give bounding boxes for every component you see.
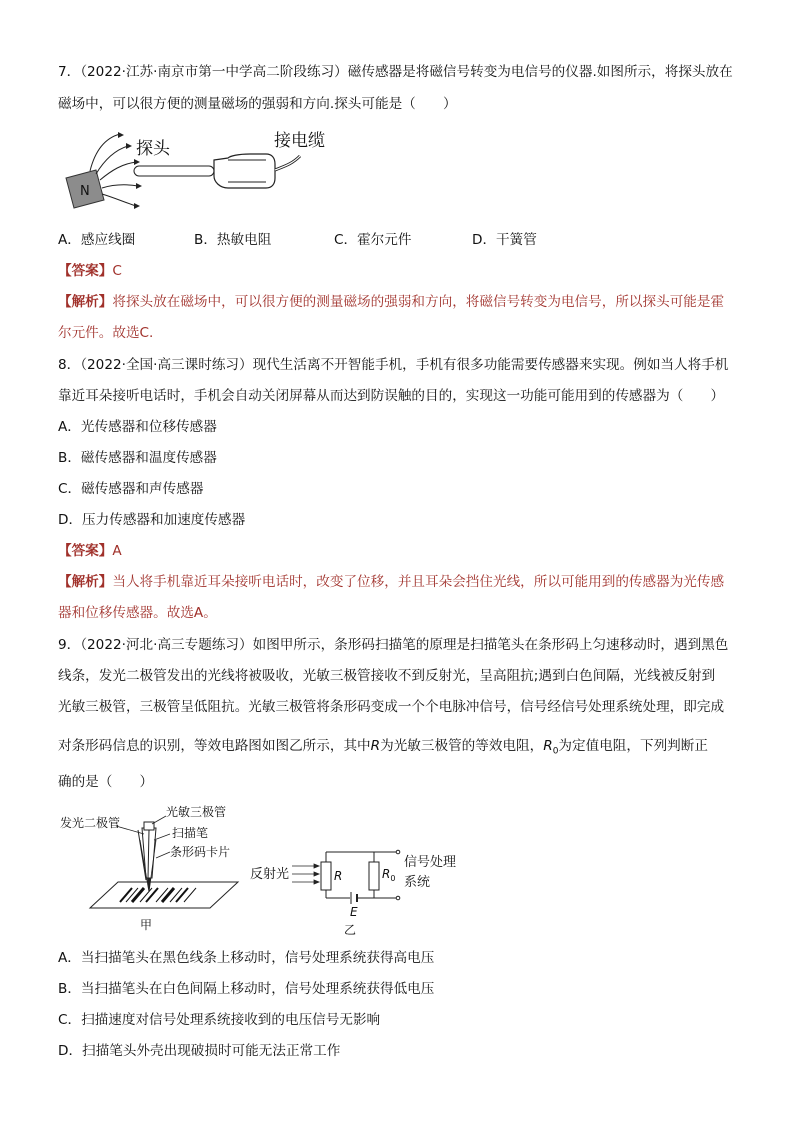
q9-option-a: A．当扫描笔头在黑色线条上移动时，信号处理系统获得高电压	[58, 950, 435, 966]
r-label: R	[334, 869, 343, 883]
q9-option-d: D．扫描笔头外壳出现破损时可能无法正常工作	[58, 1043, 341, 1059]
r0-label: $R_0$	[382, 867, 396, 883]
q7-stem-line1: 7．（2022·江苏·南京市第一中学高二阶段练习）磁传感器是将磁信号转变为电信号的仪器.如图所示，将探头放在	[58, 64, 733, 80]
led-label: 发光二极管	[60, 816, 121, 830]
resistor-r0	[369, 862, 379, 890]
pen-label: 扫描笔	[172, 826, 209, 840]
q7-option-d: D．干簧管	[472, 232, 537, 248]
signal-system-label1: 信号处理	[404, 855, 457, 870]
magnet-label: N	[80, 184, 90, 199]
q8-analysis-line2: 器和位移传感器。故选A。	[58, 605, 217, 621]
q8-option-c: C．磁传感器和声传感器	[58, 481, 204, 497]
q7-option-a: A．感应线圈	[58, 232, 136, 248]
signal-system-label2: 系统	[404, 875, 431, 890]
q8-option-d: D．压力传感器和加速度传感器	[58, 512, 246, 528]
q9-var-r: R	[370, 738, 381, 754]
q8-option-b: B．磁传感器和温度传感器	[58, 450, 217, 466]
q7-analysis-line2: 尔元件。故选C.	[58, 325, 154, 341]
q9-stem-line4	[58, 737, 708, 761]
probe-body	[214, 154, 275, 188]
q8-stem-line2: 靠近耳朵接听电话时，手机会自动关闭屏幕从而达到防误触的目的，实现这一功能可能用到的传感器为（ ）	[58, 388, 725, 404]
q9-option-b: B．当扫描笔头在白色间隔上移动时，信号处理系统获得低电压	[58, 981, 435, 997]
q9-var-r0-sub: 0	[552, 746, 559, 757]
e-label: E	[350, 905, 358, 919]
q7-option-c: C．霍尔元件	[334, 232, 412, 248]
q7-options	[58, 231, 537, 249]
resistor-r	[321, 862, 331, 890]
q7-figure-magnet-probe	[60, 126, 350, 212]
q9-stem-line5: 确的是（ ）	[58, 774, 154, 790]
analysis-tag: 【解析】	[58, 294, 113, 310]
figure-a-caption: 甲	[140, 918, 153, 932]
q9-stem-line4-post: 为定值电阻，下列判断正	[558, 738, 708, 754]
battery-icon	[351, 892, 357, 904]
q9-stem-line3: 光敏三极管，三极管呈低阻抗。光敏三极管将条形码变成一个个电脉冲信号，信号经信号处理系统处理，即完成	[58, 699, 725, 715]
reflected-light-label: 反射光	[250, 867, 290, 882]
scan-pen-icon	[138, 822, 156, 880]
probe-rod	[134, 166, 214, 176]
probe-label: 探头	[136, 139, 170, 159]
analysis-tag: 【解析】	[58, 574, 113, 590]
q9-stem-line4-pre: 对条形码信息的识别，等效电路图如图乙所示，其中	[58, 738, 371, 754]
q9-option-c: C．扫描速度对信号处理系统接收到的电压信号无影响	[58, 1012, 381, 1028]
q8-answer-value: A	[112, 543, 122, 559]
q9-stem-line1: 9．（2022·河北·高三专题练习）如图甲所示，条形码扫描笔的原理是扫描笔头在条形码上匀速移动时，遇到黑色	[58, 637, 729, 653]
q9-figure-circuit	[250, 848, 470, 938]
q7-stem-line2: 磁场中，可以很方便的测量磁场的强弱和方向.探头可能是（ ）	[58, 96, 457, 112]
q8-answer	[58, 542, 122, 560]
q9-var-r0: R	[543, 738, 553, 754]
light-arrows	[292, 864, 319, 884]
figure-b-caption: 乙	[344, 923, 357, 937]
q8-analysis-text1: 当人将手机靠近耳朵接听电话时，改变了位移，并且耳朵会挡住光线，所以可能用到的传感器为光传感	[112, 574, 725, 590]
q9-stem-line4-mid: 为光敏三极管的等效电阻，	[380, 738, 544, 754]
q7-answer-value: C	[112, 263, 122, 279]
cable-label: 接电缆	[274, 131, 325, 151]
q9-figure-scanner	[60, 800, 260, 934]
q8-analysis-line1	[58, 573, 724, 591]
q8-option-a: A．光传感器和位移传感器	[58, 419, 217, 435]
magnet-icon	[66, 170, 104, 208]
q8-stem-line1: 8．（2022·全国·高三课时练习）现代生活离不开智能手机，手机有很多功能需要传感器来实现。例如当人将手机	[58, 357, 729, 373]
answer-tag: 【答案】	[58, 543, 113, 559]
barcode-card	[90, 882, 238, 908]
q7-analysis-text1: 将探头放在磁场中，可以很方便的测量磁场的强弱和方向，将磁信号转变为电信号，所以探头可能是霍	[112, 294, 725, 310]
q7-option-b: B．热敏电阻	[194, 232, 272, 248]
card-label: 条形码卡片	[170, 845, 231, 859]
phototransistor-label: 光敏三极管	[166, 805, 227, 819]
q9-stem-line2: 线条，发光二极管发出的光线将被吸收，光敏三极管接收不到反射光，呈高阻抗;遇到白色间隔，光线被反射到	[58, 668, 716, 684]
q7-analysis-line1	[58, 293, 724, 311]
answer-tag: 【答案】	[58, 263, 113, 279]
q7-answer	[58, 262, 122, 280]
